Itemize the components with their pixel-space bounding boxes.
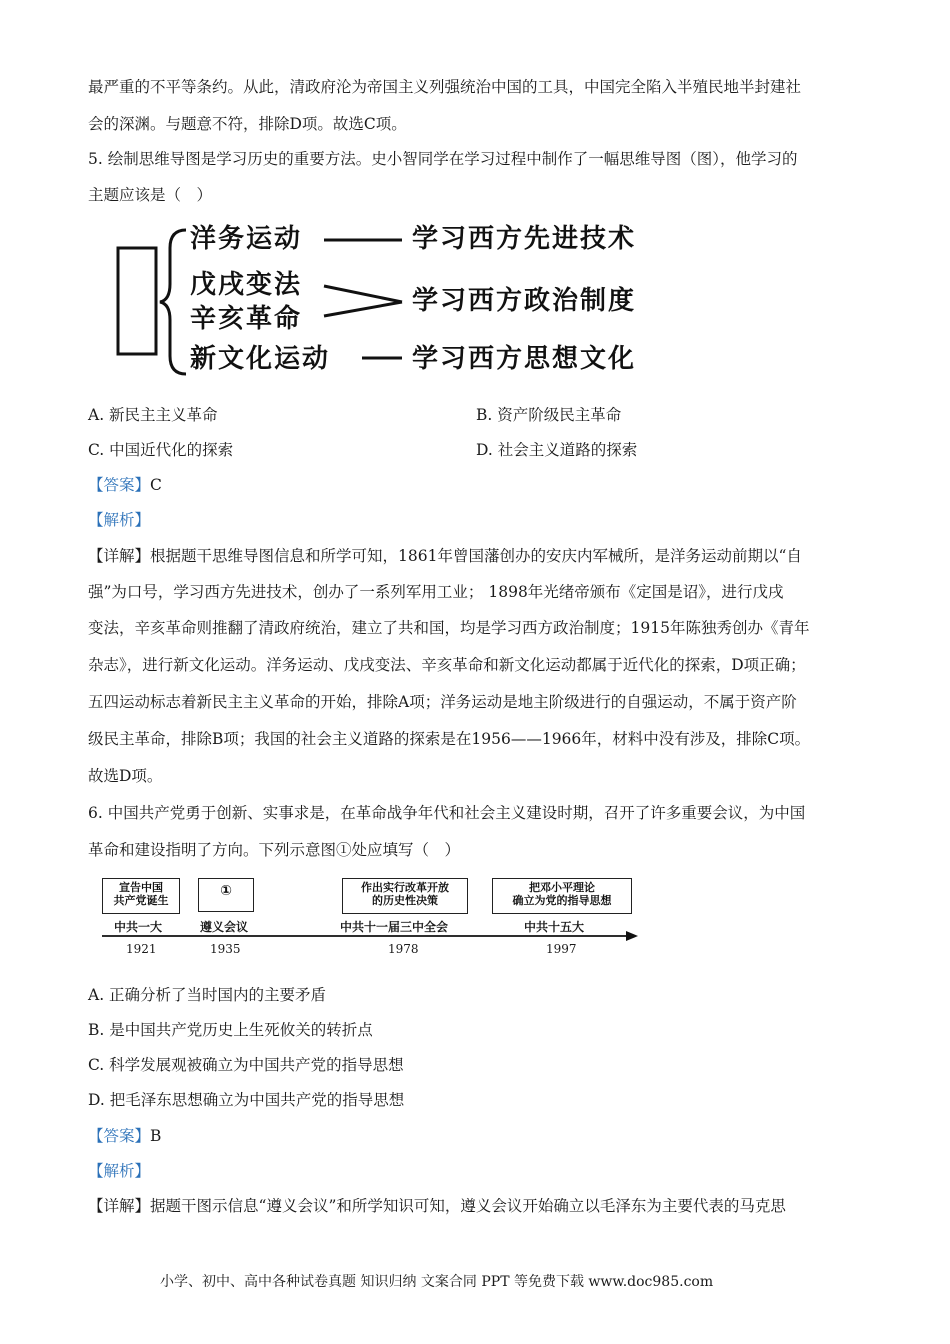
q5-stem-line-2: 主题应该是（ ）: [88, 186, 213, 204]
q6-answer-line: [88, 1126, 161, 1146]
prev-tail-line-2: 会的深渊。与题意不符，排除D项。故选C项。: [88, 115, 407, 133]
mind-map-left-item: 辛亥革命: [190, 304, 303, 334]
q5-analysis-label: 【解析】: [88, 511, 151, 529]
timeline-year: 1997: [546, 942, 577, 956]
q5-detail-text: 根据题干思维导图信息和所学可知，1861年曾国藩创办的安庆内军械所，是洋务运动前期以“自: [150, 547, 802, 565]
connector-line-2: [324, 286, 402, 302]
timeline-label: 中共一大: [114, 920, 163, 934]
q5-option-b: B. 资产阶级民主革命: [476, 406, 622, 424]
timeline-label: 遵义会议: [200, 920, 249, 934]
mind-map-blank-box: [118, 248, 156, 354]
detail-label: 【详解】: [88, 1197, 151, 1215]
q5-detail-line-4: 杂志》，进行新文化运动。洋务运动、戊戌变法、辛亥革命和新文化运动都属于近代化的探索，D项正确；: [88, 656, 806, 674]
mind-map-brace: [160, 230, 186, 374]
mind-map-left-item: 洋务运动: [190, 224, 303, 254]
timeline-year: 1978: [388, 942, 419, 956]
q5-detail-line-7: 故选D项。: [88, 767, 163, 785]
q6-stem-line-1: 6. 中国共产党勇于创新、实事求是，在革命战争年代和社会主义建设时期，召开了许多重要会议，为中国: [88, 804, 806, 822]
q5-detail-line-3: 变法，辛亥革命则推翻了清政府统治，建立了共和国，均是学习西方政治制度；1915年陈独秀创办《青年: [88, 619, 810, 637]
q6-detail-text: 据题干图示信息“遵义会议”和所学知识可知，遵义会议开始确立以毛泽东为主要代表的马克思: [150, 1197, 786, 1215]
q5-option-d: D. 社会主义道路的探索: [476, 441, 638, 459]
q6-option-d: D. 把毛泽东思想确立为中国共产党的指导思想: [88, 1091, 405, 1109]
q5-option-c: C. 中国近代化的探索: [88, 441, 234, 459]
timeline-year: 1921: [126, 942, 157, 956]
timeline-box-1978: 作出实行改革开放 的历史性决策: [342, 878, 468, 914]
q5-answer: C: [150, 476, 162, 494]
q6-answer: B: [150, 1127, 162, 1145]
mind-map-left-item: 戊戌变法: [190, 270, 303, 300]
mind-map-right-item: 学习西方思想文化: [412, 344, 637, 374]
page-footer[interactable]: 小学、初中、高中各种试卷真题 知识归纳 文案合同 PPT 等免费下载 www.doc985.com: [160, 1274, 714, 1290]
q5-detail-line-6: 级民主革命，排除B项；我国的社会主义道路的探索是在1956——1966年，材料中没有涉及，排除C项。: [88, 730, 811, 748]
answer-label: 【答案】: [88, 1127, 151, 1145]
timeline-box-1921: 宣告中国 共产党诞生: [102, 878, 180, 914]
timeline-arrow-icon: [626, 931, 638, 941]
q6-timeline: [96, 874, 641, 964]
q6-analysis-label: 【解析】: [88, 1162, 151, 1180]
mind-map-right-item: 学习西方先进技术: [412, 224, 637, 254]
q5-detail-line-2: 强”为口号，学习西方先进技术，创办了一系列军用工业； 1898年光绪帝颁布《定国是诏》，进行戊戌: [88, 583, 784, 601]
q6-option-b: B. 是中国共产党历史上生死攸关的转折点: [88, 1021, 373, 1039]
q6-option-c: C. 科学发展观被确立为中国共产党的指导思想: [88, 1056, 404, 1074]
detail-label: 【详解】: [88, 547, 151, 565]
mind-map-left-item: 新文化运动: [190, 344, 331, 374]
q5-option-a: A. 新民主主义革命: [88, 406, 218, 424]
q6-detail-line-1: [88, 1196, 786, 1216]
timeline-box-blank: ①: [198, 878, 254, 912]
timeline-box-1997: 把邓小平理论 确立为党的指导思想: [492, 878, 632, 914]
q5-mind-map: [112, 218, 672, 383]
timeline-label: 中共十一届三中全会: [340, 920, 449, 934]
connector-line-3: [324, 302, 402, 316]
q5-detail-line-5: 五四运动标志着新民主主义革命的开始，排除A项；洋务运动是地主阶级进行的自强运动，不属于资产阶: [88, 693, 797, 711]
timeline-label: 中共十五大: [524, 920, 585, 934]
q5-stem-line-1: 5. 绘制思维导图是学习历史的重要方法。史小智同学在学习过程中制作了一幅思维导图（图），他学习的: [88, 150, 798, 168]
q6-option-a: A. 正确分析了当时国内的主要矛盾: [88, 986, 327, 1004]
mind-map-right-item: 学习西方政治制度: [412, 286, 637, 316]
q5-answer-line: [88, 475, 162, 495]
timeline-year: 1935: [210, 942, 241, 956]
q6-stem-line-2: 革命和建设指明了方向。下列示意图①处应填写（ ）: [88, 841, 461, 859]
answer-label: 【答案】: [88, 476, 151, 494]
q5-detail-line-1: [88, 546, 802, 566]
prev-tail-line-1: 最严重的不平等条约。从此，清政府沦为帝国主义列强统治中国的工具，中国完全陷入半殖民地半封建社: [88, 78, 802, 96]
